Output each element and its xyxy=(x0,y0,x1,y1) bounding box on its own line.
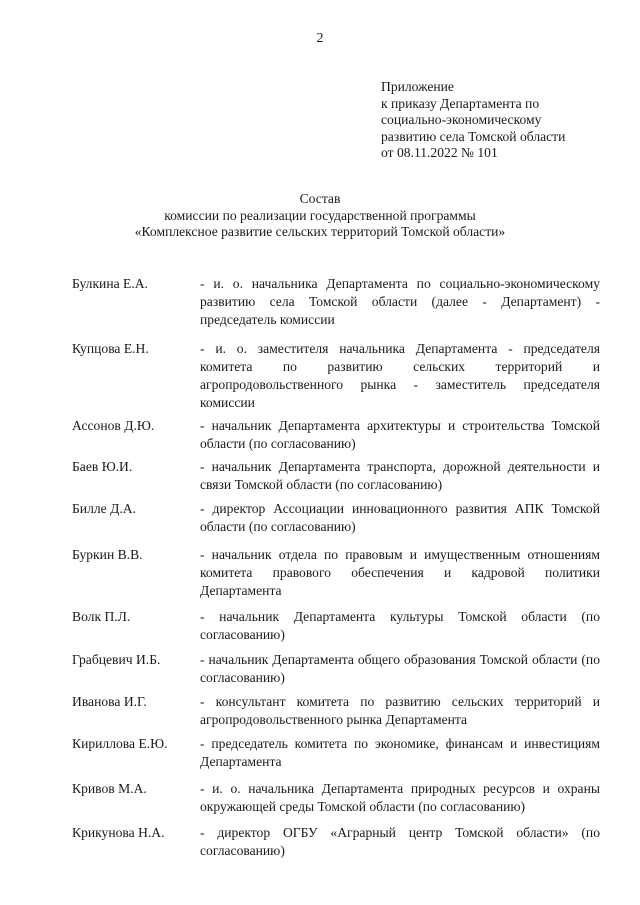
title-line: «Комплексное развитие сельских территорий Томской области» xyxy=(134,224,506,239)
member-role: - и. о. начальника Департамента по социально-экономическому развитию села Томской области (далее - Департамент) - председатель комиссии xyxy=(200,276,600,327)
member-role: - консультант комитета по развитию сельских территорий и агропродовольственного рынка Департамента xyxy=(200,694,600,727)
member-name: Крикунова Н.А. xyxy=(72,825,165,840)
member-name: Кириллова Е.Ю. xyxy=(72,736,168,751)
member-name: Купцова Е.Н. xyxy=(72,341,149,356)
member-role: - директор ОГБУ «Аграрный центр Томской области» (по согласованию) xyxy=(200,825,600,858)
commission-members-list xyxy=(72,275,602,864)
member-name: Баев Ю.И. xyxy=(72,459,133,474)
title-line: комиссии по реализации государственной программы xyxy=(164,207,476,223)
member-row xyxy=(72,824,602,864)
appendix-header xyxy=(381,79,631,162)
member-row xyxy=(72,693,602,735)
member-role: - начальник Департамента культуры Томской области (по согласованию) xyxy=(200,609,600,642)
member-row xyxy=(72,651,602,693)
member-row xyxy=(72,608,602,651)
document-title xyxy=(0,191,640,241)
member-name: Иванова И.Г. xyxy=(72,694,147,709)
member-name: Кривов М.А. xyxy=(72,781,147,796)
member-name: Грабцевич И.Б. xyxy=(72,652,161,667)
member-role: - начальник Департамента транспорта, дорожной деятельности и связи Томской области (по согласованию) xyxy=(200,459,600,492)
appendix-line: от 08.11.2022 № 101 xyxy=(381,145,498,160)
member-name: Ассонов Д.Ю. xyxy=(72,418,155,433)
appendix-line: к приказу Департамента по xyxy=(381,95,540,111)
member-row xyxy=(72,735,602,780)
appendix-line: социально-экономическому xyxy=(381,112,542,127)
member-role: - председатель комитета по экономике, финансам и инвестициям Департамента xyxy=(200,736,600,769)
member-role: - начальник Департамента общего образования Томской области (по согласованию) xyxy=(200,652,600,685)
member-row xyxy=(72,780,602,824)
member-role: - и. о. заместителя начальника Департамента - председателя комитета по развитию сельских территорий и агропродовольственного рынка - заместитель председателя комиссии xyxy=(200,341,600,410)
appendix-line: развитию села Томской области xyxy=(381,128,566,144)
member-row xyxy=(72,340,602,417)
appendix-line: Приложение xyxy=(381,79,454,94)
member-row xyxy=(72,546,602,608)
member-row xyxy=(72,275,602,340)
member-name: Билле Д.А. xyxy=(72,501,136,516)
member-role: - начальник отдела по правовым и имущественным отношениям комитета правового обеспечения и кадровой политики Департамента xyxy=(200,547,600,598)
member-row xyxy=(72,458,602,500)
member-role: - директор Ассоциации инновационного развития АПК Томской области (по согласованию) xyxy=(200,501,600,534)
member-role: - начальник Департамента архитектуры и строительства Томской области (по согласованию) xyxy=(200,418,600,451)
member-name: Буркин В.В. xyxy=(72,547,143,562)
title-line: Состав xyxy=(299,191,341,206)
member-name: Волк П.Л. xyxy=(72,609,131,624)
member-name: Булкина Е.А. xyxy=(72,276,148,291)
member-row xyxy=(72,500,602,546)
member-row xyxy=(72,417,602,458)
member-role: - и. о. начальника Департамента природных ресурсов и охраны окружающей среды Томской области (по согласованию) xyxy=(200,781,600,814)
page-number: 2 xyxy=(316,31,324,46)
